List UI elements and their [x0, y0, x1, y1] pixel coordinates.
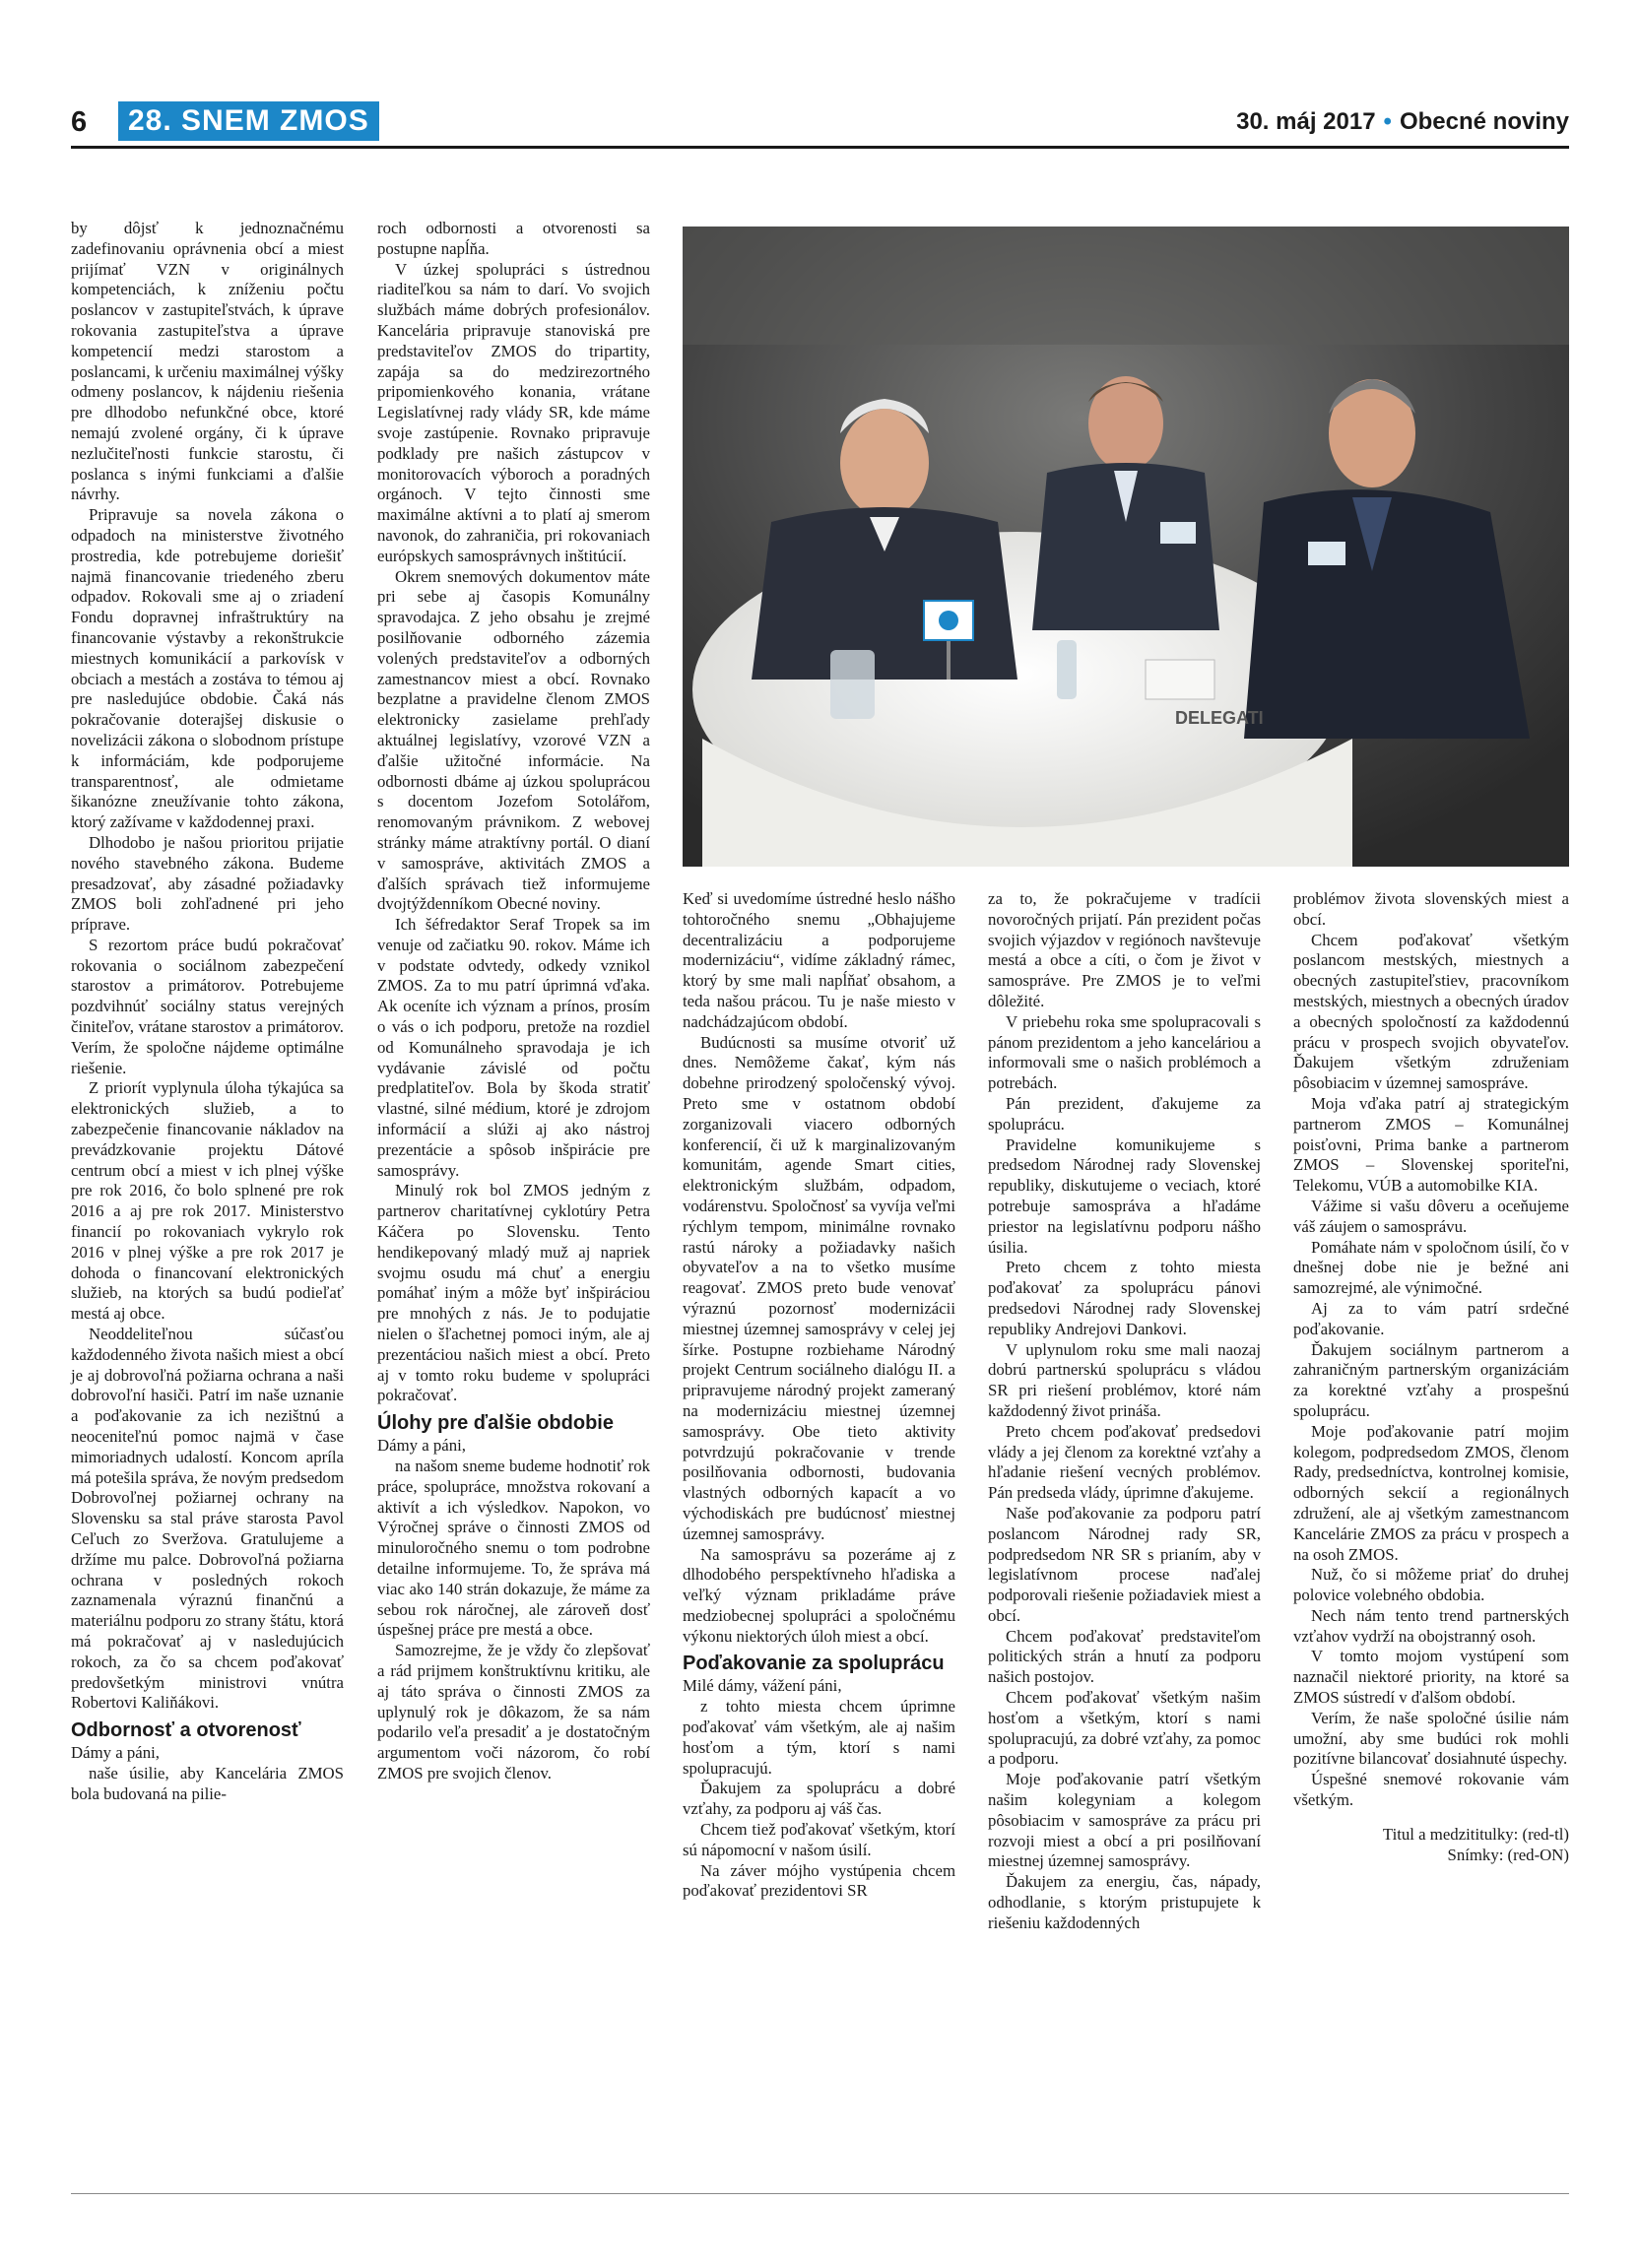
paragraph: Naše poďakovanie za podporu patrí poslancom Národnej rady SR, podpredsedom NR SR s prianím, aby v legislatívnom procese naďalej podporovali riešenie požiadaviek miest a obcí. [988, 1503, 1261, 1625]
paragraph: Nuž, čo si môžeme priať do druhej polovice volebného obdobia. [1293, 1565, 1569, 1605]
paragraph: Na záver mójho vystúpenia chcem poďakovať prezidentovi SR [683, 1860, 955, 1901]
paragraph: Moje poďakovanie patrí všetkým našim kolegyniam a kolegom pôsobiacim v samospráve za prácu pri rozvoji miest a obcí a pri posilňovaní miestnej územnej samosprávy. [988, 1770, 1261, 1871]
credit-line: Snímky: (red-ON) [1447, 1845, 1569, 1864]
column-2 [377, 219, 650, 1784]
paragraph: Úspešné snemové rokovanie vám všetkým. [1293, 1770, 1569, 1810]
column-3 [683, 889, 955, 1902]
paragraph: Samozrejme, že je vždy čo zlepšovať a rád prijmem konštruktívnu kritiku, ale aj táto správa o činnosti ZMOS za uplynulý rok je dôkazom, že sa nám podarilo veľa presadiť a je dostatočným argumentom voči názorom, čo robí ZMOS pre svojich členov. [377, 1641, 650, 1782]
column-1 [71, 219, 344, 1805]
paragraph: Chcem poďakovať všetkým poslancom mestských, miestnych a obecných zastupiteľstiev, pracovníkom mestských, miestnych a obecných úradov a obecných spoločností za každodennú prácu v prospech svojich obyvateľov. Ďakujem všetkým združeniam pôsobiacim v územnej samospráve. [1293, 930, 1569, 1093]
paragraph: Ich šéfredaktor Seraf Tropek sa im venuje od začiatku 90. rokov. Máme ich v podstate odvtedy, odkedy vznikol ZMOS. Za to mu patrí úprimná vďaka. Ak oceníte ich význam a prínos, prosím o vás o ich podporu, pretože na rozdiel od Komunálneho spravodaja je ich vydávanie závislé od počtu predplatiteľov. Bola by škoda stratiť vlastné, silné médium, ktoré je zdrojom informácií a slúži aj ako nástroj prezentácie a spôsob inšpirácie pre samosprávy. [377, 915, 650, 1180]
issue-date: 30. máj 2017 [1236, 108, 1376, 135]
paragraph: V úzkej spolupráci s ústrednou riaditeľkou sa nám to darí. Vo svojich službách máme dobrých profesionálov. Kancelária pripravuje stanoviská pre predstaviteľov ZMOS do tripartity, zapája sa do medzirezortného pripomienkového konania, vrátane Legislatívnej rady vlády SR, kde máme svoje zastúpenie. Rovnako pripravuje podklady pre našich zástupcov v monitorovacích výboroch a poradných orgánoch. V tejto činnosti sme maximálne aktívni a to platí aj smerom navonok, do zahraničia, pri rokovaniach európskych samosprávnych inštitúcií. [377, 259, 650, 565]
paragraph: V tomto mojom vystúpení som naznačil niektoré priority, na ktoré sa ZMOS sústredí v ďalšom období. [1293, 1647, 1569, 1708]
header-rule [71, 146, 1569, 149]
paragraph: Ďakujem za spoluprácu a dobré vzťahy, za podporu aj váš čas. [683, 1779, 955, 1819]
paragraph: Z priorít vyplynula úloha týkajúca sa elektronických služieb, a to zabezpečenie financovanie nákladov na prevádzkovanie projektu Dátové centrum obcí a miest v ich plnej výške pre rok 2016, čo bolo splnené pre rok 2016 a aj pre rok 2017. Ministerstvo financií po rokovaniach vykrylo rok 2016 v plnej výške a pre rok 2017 je dohoda o financovaní elektronických služieb, na ktorých sa budú podieľať mestá aj obce. [71, 1078, 344, 1324]
water-bottle [830, 650, 875, 719]
paragraph: Chcem poďakovať všetkým našim hosťom a všetkým, ktorí s nami spolupracujú, za dobré vzťahy, za pomoc a podporu. [988, 1688, 1261, 1769]
subheading: Odbornosť a otvorenosť [71, 1719, 301, 1742]
name-card [1146, 660, 1214, 699]
paragraph: Nech nám tento trend partnerských vzťahov vydrží na obojstranný osoh. [1293, 1605, 1569, 1646]
paragraph: Okrem snemových dokumentov máte pri sebe aj časopis Komunálny spravodajca. Z jeho obsahu je zrejmé posilňovanie odborného zázemia volených predstaviteľov a odborných zamestnancov miest a obcí. Rovnako bezplatne a pravidelne členom ZMOS elektronicky zasielame prehľady aktuálnej legislatívy, vzorové VZN a ďalšie užitočné informácie. Na odbornosti dbáme aj úzkou spoluprácou s docentom Jozefom Sotolářom, renomovaným právnikom. Z webovej stránky máme atraktívny portál. O dianí v samospráve, aktivitách ZMOS a ďalších správach tiež informujeme dvojtýždenníkom Obecné noviny. [377, 566, 650, 914]
paragraph: Pripravuje sa novela zákona o odpadoch na ministerstve životného prostredia, kde potrebujeme doriešiť najmä financovanie triedeného zberu odpadov. Rokovali sme aj o zriadení Fondu dopravnej infraštruktúry na financovanie výstavby a rekonštrukcie miestnych komunikácií a parkovísk v obciach a mestách a zostáva to témou aj pre nasledujúce obdobie. Čaká nás pokračovanie doterajšej diskusie o novelizácii zákona o slobodnom prístupe k informáciám, kde podporujeme transparentnosť, ale odmietame šikanózne zneužívanie tohto zákona, ktorý zažívame v každodennej praxi. [71, 505, 344, 832]
paragraph: za to, že pokračujeme v tradícii novoročných prijatí. Pán prezident počas svojich výjazdov v regiónoch navštevuje mestá a obce a cíti, o čom je život v samospráve. Pre ZMOS je to veľmi dôležité. [988, 889, 1261, 1010]
subheading: Úlohy pre ďalšie obdobie [377, 1412, 614, 1435]
paragraph: S rezortom práce budú pokračovať rokovania o sociálnom zabezpečení starostov a primátorov. Potrebujeme pozdvihnúť sociálny status verejných činiteľov, vrátane starostov a primátorov. Verím, že spoločne nájdeme optimálne riešenie. [71, 935, 344, 1077]
paragraph: Budúcnosti sa musíme otvoriť už dnes. Nemôžeme čakať, kým nás dobehne prirodzený spoločenský vývoj. Preto sme v ostatnom období zorganizovali viacero odborných konferencií, či už k marginalizovaným komunitám, agende Smart cities, elektronickým službám, odpadom, vodárenstvu. Spoločnosť sa vyvíja veľmi rýchlym tempom, minimálne rovnako rastú nároky a požiadavky našich obyvateľov a na to všetko musíme reagovať. ZMOS preto bude venovať výraznú pozornosť modernizácii miestnej územnej samosprávy v celej jej šírke. Postupne rozbiehame Národný projekt Centrum sociálneho dialógu II. a pripravujeme národný projekt zameraný na modernizáciu miestnej územnej samosprávy. Obe tieto aktivity potvrdzujú pokračovanie v trende posilňovania odbornosti, budovania vlastných odborných kapacít a vo východiskách pre budúcnosť miestnej územnej samosprávy. [683, 1032, 955, 1543]
paragraph: Preto chcem z tohto miesta poďakovať za spoluprácu pánovi predsedovi Národnej rady Slovenskej republiky Andrejovi Dankovi. [988, 1258, 1261, 1338]
separator-dot: • [1383, 108, 1392, 135]
publication-name: Obecné noviny [1399, 108, 1569, 135]
paragraph: Pán prezident, ďakujeme za spoluprácu. [988, 1093, 1261, 1134]
paragraph: Milé dámy, vážení páni, [683, 1676, 842, 1696]
glass [1057, 640, 1077, 699]
paragraph: Ďakujem za energiu, čas, nápady, odhodlanie, s ktorým pristupujete k riešeniu každodenných [988, 1872, 1261, 1932]
section-banner: 28. SNEM ZMOS [118, 101, 379, 141]
credits [1293, 1825, 1569, 1866]
paragraph: V uplynulom roku sme mali naozaj dobrú partnerskú spoluprácu s vládou SR pri riešení problémov, ktoré nám každodenný život prináša. [988, 1339, 1261, 1420]
paragraph: Dámy a páni, [71, 1743, 160, 1763]
paragraph: Chcem tiež poďakovať všetkým, ktorí sú nápomocní v našom úsilí. [683, 1820, 955, 1859]
paragraph: naše úsilie, aby Kancelária ZMOS bola budovaná na pilie- [71, 1763, 344, 1803]
paragraph: Moje poďakovanie patrí mojim kolegom, podpredsedom ZMOS, členom Rady, predsedníctva, kontrolnej komisie, odborných sekcií a regionálnych združení, ale aj všetkým zamestnancom Kancelárie ZMOS za prácu v prospech a na osoh ZMOS. [1293, 1421, 1569, 1564]
subheading: Poďakovanie za spoluprácu [683, 1652, 945, 1675]
paragraph: Dlhodobo je našou prioritou prijatie nového stavebného zákona. Budeme presadzovať, aby zásadné požiadavky ZMOS boli zohľadnené pri jeho príprave. [71, 832, 344, 935]
column-5 [1293, 889, 1569, 1865]
paragraph: problémov života slovenských miest a obcí. [1293, 889, 1569, 929]
credit-line: Titul a medzititulky: (red-tl) [1382, 1824, 1569, 1844]
page-number: 6 [71, 106, 88, 138]
footer-rule [71, 2193, 1569, 2194]
paragraph: na našom sneme budeme hodnotiť rok práce, spolupráce, množstva rokovaní a aktivít a ich výsledkov. Napokon, vo Výročnej správe o činnosti ZMOS od minuloročného snemu o tom podrobne detailne informujeme. To, že správa má viac ako 140 strán dokazuje, že máme za sebou rok náročnej, ale zároveň dosť úspešnej práce pre mestá a obce. [377, 1457, 650, 1640]
paragraph: Neoddeliteľnou súčasťou každodenného života našich miest a obcí je aj dobrovoľná požiarna ochrana a naši dobrovoľní hasiči. Patrí im naše uznanie a poďakovanie za ich nezištnú a neoceniteľnú pomoc najmä v čase mimoriadnych udalostí. Koncom apríla má potešila správa, že novým predsedom Dobrovoľnej požiarnej ochrany na Slovensku sa stal práve starosta Pavol Ceľuch zo Sveržova. Gratulujeme a držíme mu palce. Dobrovoľná požiarna ochrana v posledných rokoch zaznamenala výraznú finančnú a materiálnu podporu zo strany štátu, ktorá má pokračovať aj v nasledujúcich rokoch, za čo sa chcem poďakovať predovšetkým ministrovi vnútra Robertovi Kaliňákovi. [71, 1325, 344, 1713]
paragraph: Ďakujem sociálnym partnerom a zahraničným partnerským organizáciám za korektné vzťahy a prospešnú spoluprácu. [1293, 1339, 1569, 1420]
paragraph: Na samosprávu sa pozeráme aj z dlhodobého perspektívneho hľadiska a veľký význam prikladáme práve medziobecnej spolupráci a spoločnému výkonu niektorých úloh miest a obcí. [683, 1544, 955, 1646]
paragraph: Pomáhate nám v spoločnom úsilí, čo v dnešnej dobe nie je bežné ani samozrejmé, ale výnimočné. [1293, 1237, 1569, 1298]
paragraph: V priebehu roka sme spolupracovali s pánom prezidentom a jeho kanceláriou a informovali sme o našich problémoch a potrebách. [988, 1011, 1261, 1093]
delegati-label: DELEGATI [1175, 708, 1264, 728]
column-4 [988, 889, 1261, 1934]
paragraph: Dámy a páni, [377, 1436, 466, 1456]
paragraph: roch odbornosti a otvorenosti sa postupne napĺňa. [377, 219, 650, 258]
paragraph: Pravidelne komunikujeme s predsedom Národnej rady Slovenskej republiky, diskutujeme o veciach, ktoré potrebuje samospráva a hľadáme priestor na legislatívnu podporu nášho úsilia. [988, 1134, 1261, 1257]
paragraph: by dôjsť k jednoznačnému zadefinovaniu oprávnenia obcí a miest prijímať VZN v originálnych kompetenciách, k zníženiu počtu poslancov v zastupiteľstvách, k úprave rokovania zastupiteľstva a úprave kompetencií medzi starostom a poslancami, k určeniu maximálnej výšky odmeny poslancov, k nájdeniu riešenia pre dlhodobo nefunkčné obce, ktoré nemajú zvolené orgány, či k úprave nezlučiteľnosti funkcie starostu, či poslanca s inými funkciami a ďalšie návrhy. [71, 219, 344, 504]
paragraph: Keď si uvedomíme ústredné heslo nášho tohtoročného snemu „Obhajujeme decentralizáciu a podporujeme modernizáciu“, vidíme základný rámec, ktorý by sme mali napĺňať obsahom, a teda našou prácou. Tu je naše miesto v nadchádzajúcom období. [683, 889, 955, 1031]
masthead-right [1236, 108, 1569, 136]
paragraph: Preto chcem poďakovať predsedovi vlády a jej členom za korektné vzťahy a hľadanie riešení vecných problémov. Pán predseda vlády, úprimne ďakujeme. [988, 1421, 1261, 1503]
paragraph: Moja vďaka patrí aj strategickým partnerom ZMOS – Komunálnej poisťovni, Prima banke a partnerom ZMOS – Slovenskej sporiteľni, Telekomu, VÚB a automobilke KIA. [1293, 1093, 1569, 1196]
meeting-photo [683, 227, 1569, 867]
paragraph: z tohto miesta chcem úprimne poďakovať vám všetkým, ale aj našim hosťom a tým, ktorí s nami spolupracujú. [683, 1697, 955, 1778]
paragraph: Minulý rok bol ZMOS jedným z partnerov charitatívnej cyklotúry Petra Káčera po Slovensku. Tento hendikepovaný mladý muž aj napriek svojmu osudu má chuť a energiu pomáhať iným a môže byť inšpiráciou pre mnohých z nás. Je to podujatie nielen o šľachetnej pomoci iným, ale aj prezentáciou našich miest a obcí. Preto aj v tomto roku budeme v spolupráci pokračovať. [377, 1181, 650, 1405]
paragraph: Chcem poďakovať predstaviteľom politických strán a hnutí za podporu našich postojov. [988, 1626, 1261, 1687]
paragraph: Verím, že naše spoločné úsilie nám umožní, aby sme budúci rok mohli pozitívne bilancovať dosiahnuté úspechy. [1293, 1708, 1569, 1769]
paragraph: Vážime si vašu dôveru a oceňujeme váš záujem o samosprávu. [1293, 1196, 1569, 1236]
paragraph: Aj za to vám patrí srdečné poďakovanie. [1293, 1298, 1569, 1338]
